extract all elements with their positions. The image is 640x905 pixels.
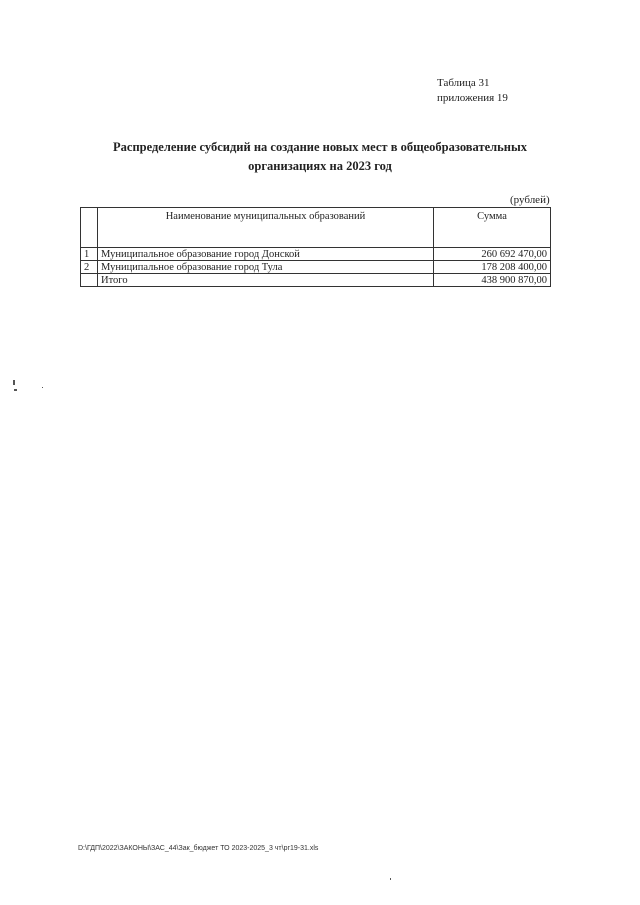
scan-speck [42, 387, 43, 388]
row-name: Муниципальное образование город Донской [98, 248, 434, 261]
scan-speck [13, 380, 15, 385]
file-path-footer: D:\ГДП\2022\ЗАКОНЫ\ЗАС_44\Зак_бюджет ТО 2023-2025_3 чт\рг19-31.xls [78, 845, 319, 852]
caption-line-2: приложения 19 [437, 92, 508, 104]
row-name: Муниципальное образование город Тула [98, 261, 434, 274]
title-line-2: организациях на 2023 год [248, 159, 392, 173]
table-caption [437, 76, 508, 106]
row-num: 2 [81, 261, 98, 274]
table-total-row [81, 274, 551, 287]
header-name: Наименование муниципальных образований [98, 208, 434, 248]
row-sum: 178 208 400,00 [434, 261, 551, 274]
total-num [81, 274, 98, 287]
subsidy-table [80, 207, 551, 287]
unit-label: (рублей) [510, 194, 550, 206]
caption-line-1: Таблица 31 [437, 77, 490, 89]
header-sum: Сумма [434, 208, 551, 248]
header-num [81, 208, 98, 248]
row-sum: 260 692 470,00 [434, 248, 551, 261]
table-header-row [81, 208, 551, 248]
title-line-1: Распределение субсидий на создание новых мест в общеобразовательных [113, 140, 527, 154]
table-row [81, 248, 551, 261]
total-name: Итого [98, 274, 434, 287]
table-row [81, 261, 551, 274]
scan-speck [390, 878, 391, 880]
total-sum: 438 900 870,00 [434, 274, 551, 287]
document-title [90, 138, 550, 176]
row-num: 1 [81, 248, 98, 261]
scan-speck [14, 389, 17, 391]
